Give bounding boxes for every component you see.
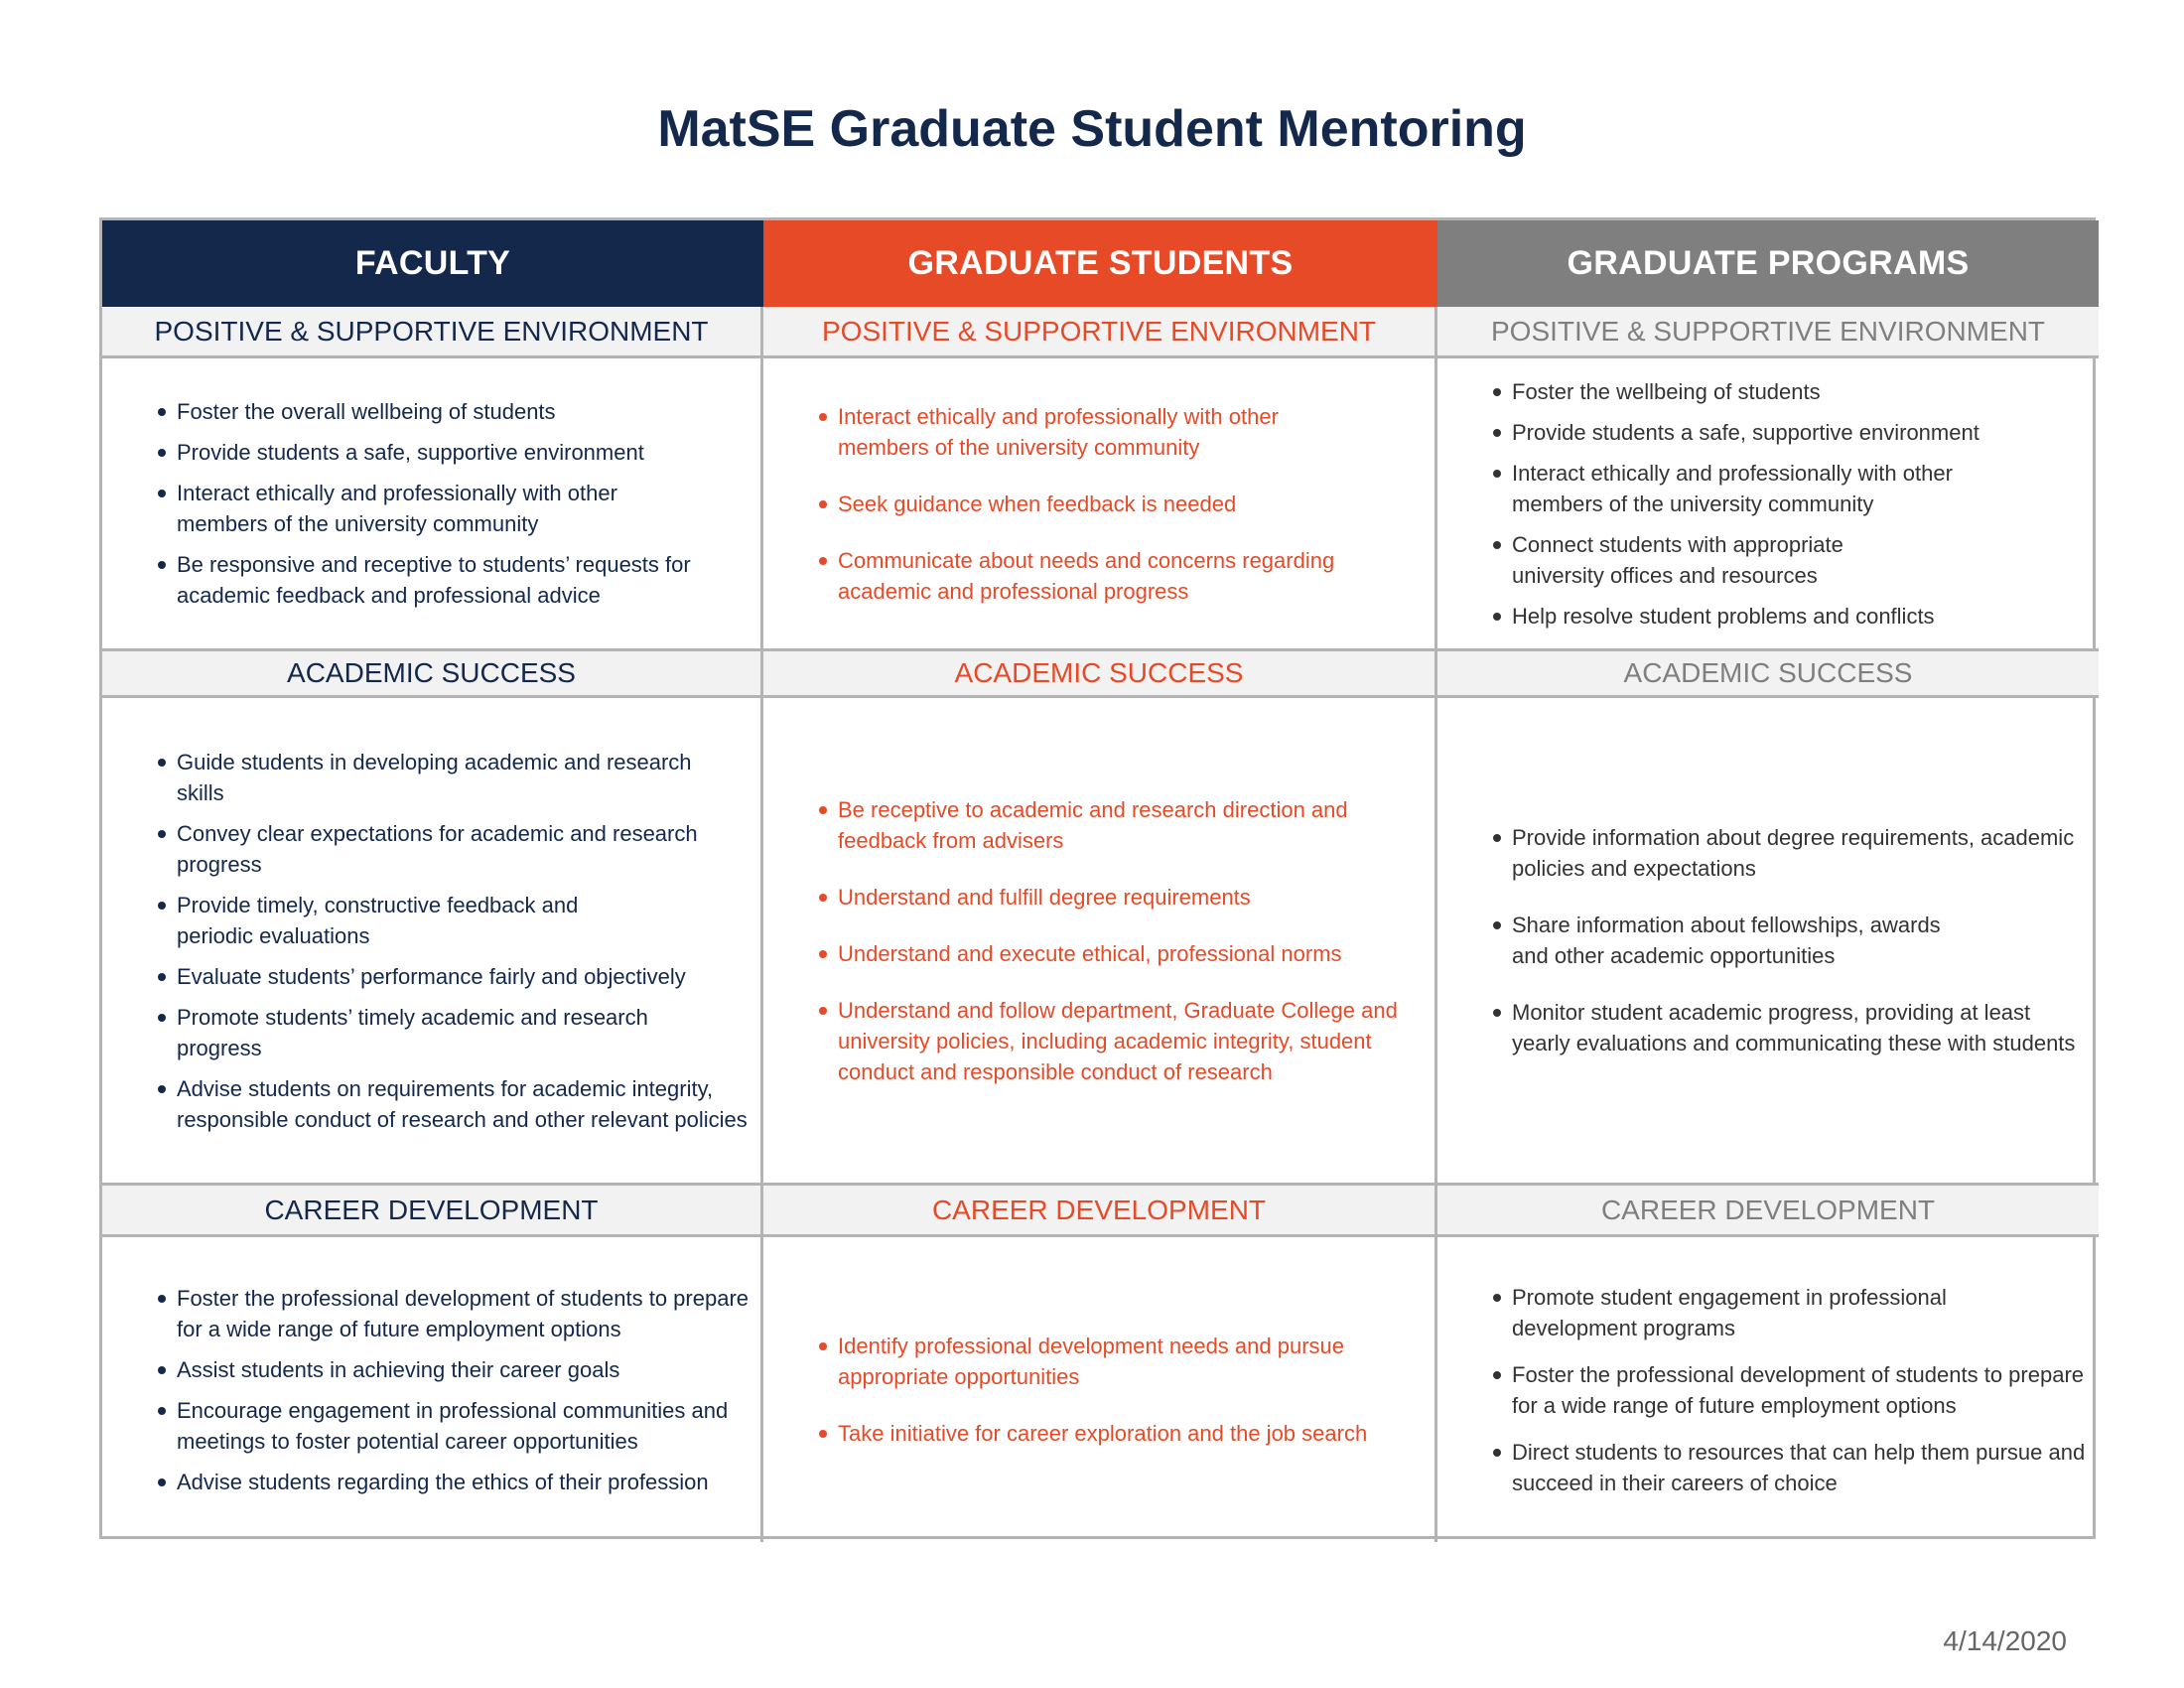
list-item: Monitor student academic progress, providing at least yearly evaluations and communicating these with students <box>1512 997 2087 1058</box>
list-item: Provide information about degree requirements, academic policies and expectations <box>1512 822 2087 884</box>
bullet-icon <box>1493 429 1501 437</box>
bullet-icon <box>819 806 827 814</box>
bullet-icon <box>158 1407 166 1415</box>
section-heading-programs: CAREER DEVELOPMENT <box>1437 1186 2099 1237</box>
list-item: Convey clear expectations for academic and research progress <box>177 818 733 880</box>
programs-academic-list <box>1437 698 2099 1186</box>
bullet-icon <box>819 413 827 421</box>
bullet-icon <box>158 830 166 838</box>
list-item: Encourage engagement in professional communities and meetings to foster potential career opportunities <box>177 1395 751 1457</box>
list-item: Direct students to resources that can help them pursue and succeed in their careers of choice <box>1512 1437 2087 1498</box>
bullet-icon <box>819 1430 827 1438</box>
bullet-icon <box>1493 1294 1501 1302</box>
bullet-icon <box>158 759 166 767</box>
list-item: Communicate about needs and concerns regarding academic and professional progress <box>838 545 1423 607</box>
bullet-icon <box>1493 834 1501 842</box>
list-item: Provide timely, constructive feedback and periodic evaluations <box>177 890 633 951</box>
list-item: Promote students’ timely academic and research progress <box>177 1002 703 1063</box>
list-item: Advise students on requirements for academic integrity, responsible conduct of research and other relevant policies <box>177 1073 751 1135</box>
column-header-faculty: FACULTY <box>102 220 763 307</box>
list-item: Interact ethically and professionally with other members of the university community <box>177 478 643 539</box>
list-item: Provide students a safe, supportive environment <box>177 437 751 468</box>
list-item: Guide students in developing academic and research skills <box>177 747 733 808</box>
section-heading-programs: POSITIVE & SUPPORTIVE ENVIRONMENT <box>1437 307 2099 358</box>
faculty-career-list <box>102 1237 763 1542</box>
list-item: Identify professional development needs and pursue appropriate opportunities <box>838 1331 1423 1392</box>
students-career-list <box>763 1237 1437 1542</box>
bullet-icon <box>1493 470 1501 478</box>
list-item: Promote student engagement in professional development programs <box>1512 1282 2008 1343</box>
bullet-icon <box>1493 388 1501 396</box>
list-item: Be responsive and receptive to students’ requests for academic feedback and professional advice <box>177 549 751 611</box>
bullet-icon <box>158 1478 166 1486</box>
bullet-icon <box>158 1295 166 1303</box>
bullet-icon <box>158 973 166 981</box>
list-item: Share information about fellowships, awards and other academic opportunities <box>1512 910 1969 971</box>
list-item: Understand and follow department, Graduate College and university policies, including academic integrity, student conduct and responsible conduct of research <box>838 995 1423 1087</box>
column-header-graduate-programs: GRADUATE PROGRAMS <box>1437 220 2099 307</box>
bullet-icon <box>819 1007 827 1015</box>
students-academic-list <box>763 698 1437 1186</box>
bullet-icon <box>158 449 166 457</box>
bullet-icon <box>1493 921 1501 929</box>
page-title: MatSE Graduate Student Mentoring <box>657 100 1527 158</box>
bullet-icon <box>819 557 827 565</box>
list-item: Seek guidance when feedback is needed <box>838 489 1423 519</box>
bullet-icon <box>158 490 166 497</box>
bullet-icon <box>158 1366 166 1374</box>
programs-environment-list <box>1437 358 2099 651</box>
faculty-academic-list <box>102 698 763 1186</box>
section-heading-faculty: CAREER DEVELOPMENT <box>102 1186 763 1237</box>
list-item: Take initiative for career exploration and the job search <box>838 1418 1423 1449</box>
mentoring-table <box>99 217 2096 1539</box>
section-heading-students: CAREER DEVELOPMENT <box>763 1186 1437 1237</box>
bullet-icon <box>158 408 166 416</box>
list-item: Foster the professional development of students to prepare for a wide range of future employment options <box>1512 1359 2087 1421</box>
list-item: Evaluate students’ performance fairly and objectively <box>177 961 751 992</box>
bullet-icon <box>1493 1371 1501 1379</box>
bullet-icon <box>158 902 166 910</box>
section-heading-programs: ACADEMIC SUCCESS <box>1437 651 2099 698</box>
list-item: Interact ethically and professionally with other members of the university community <box>838 401 1304 463</box>
bullet-icon <box>1493 1009 1501 1017</box>
bullet-icon <box>819 500 827 508</box>
bullet-icon <box>1493 541 1501 549</box>
list-item: Provide students a safe, supportive environment <box>1512 417 2087 448</box>
list-item: Help resolve student problems and conflicts <box>1512 601 2087 632</box>
list-item: Understand and fulfill degree requirements <box>838 882 1423 913</box>
list-item: Foster the professional development of students to prepare for a wide range of future employment options <box>177 1283 751 1344</box>
students-environment-list <box>763 358 1437 651</box>
list-item: Connect students with appropriate university offices and resources <box>1512 529 1909 591</box>
bullet-icon <box>819 950 827 958</box>
bullet-icon <box>819 1342 827 1350</box>
section-heading-faculty: ACADEMIC SUCCESS <box>102 651 763 698</box>
faculty-environment-list <box>102 358 763 651</box>
list-item: Assist students in achieving their career goals <box>177 1354 751 1385</box>
list-item: Foster the wellbeing of students <box>1512 376 2087 407</box>
list-item: Understand and execute ethical, professional norms <box>838 938 1423 969</box>
bullet-icon <box>1493 613 1501 621</box>
column-header-graduate-students: GRADUATE STUDENTS <box>763 220 1437 307</box>
document-date: 4/14/2020 <box>1943 1625 2067 1656</box>
bullet-icon <box>158 561 166 569</box>
list-item: Be receptive to academic and research direction and feedback from advisers <box>838 794 1423 856</box>
bullet-icon <box>1493 1449 1501 1457</box>
list-item: Foster the overall wellbeing of students <box>177 396 751 427</box>
list-item: Advise students regarding the ethics of their profession <box>177 1467 751 1497</box>
list-item: Interact ethically and professionally with other members of the university community <box>1512 458 1979 519</box>
bullet-icon <box>158 1085 166 1093</box>
section-heading-students: ACADEMIC SUCCESS <box>763 651 1437 698</box>
bullet-icon <box>158 1014 166 1022</box>
section-heading-students: POSITIVE & SUPPORTIVE ENVIRONMENT <box>763 307 1437 358</box>
programs-career-list <box>1437 1237 2099 1542</box>
bullet-icon <box>819 894 827 902</box>
section-heading-faculty: POSITIVE & SUPPORTIVE ENVIRONMENT <box>102 307 763 358</box>
